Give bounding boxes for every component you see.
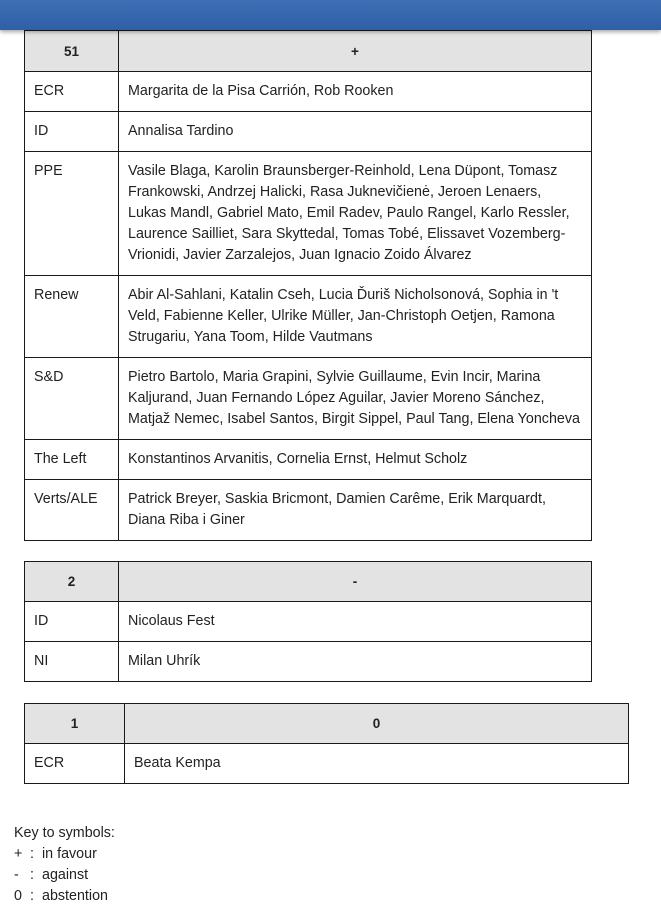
political-group: The Left — [25, 440, 119, 480]
political-group: S&D — [25, 358, 119, 440]
vote-count: 2 — [25, 562, 119, 602]
political-group: ECR — [25, 72, 119, 112]
table-row — [25, 152, 592, 276]
table-row — [25, 744, 629, 784]
key-meaning: against — [42, 867, 89, 883]
symbol-key — [14, 823, 115, 907]
table-row — [25, 276, 592, 358]
member-list: Vasile Blaga, Karolin Braunsberger-Reinhold, Lena Düpont, Tomasz Frankowski, Andrzej Halicki, Rasa Juknevičienė, Jeroen Lenaers, Lukas Mandl, Gabriel Mato, Emil Radev, Paulo Rangel, Karlo Ressler, Laurence Sailliet, Sara Skyttedal, Tomas Tobé, Elissavet Vozemberg-Vrionidi, Javier Zarzalejos, Juan Ignacio Zoido Álvarez — [119, 152, 592, 276]
political-group: Renew — [25, 276, 119, 358]
table-row — [25, 358, 592, 440]
table-header-row — [25, 562, 592, 602]
member-list: Konstantinos Arvanitis, Cornelia Ernst, Helmut Scholz — [119, 440, 592, 480]
member-list: Abir Al-Sahlani, Katalin Cseh, Lucia Ďuriš Nicholsonová, Sophia in 't Veld, Fabienne Keller, Ulrike Müller, Jan-Christoph Oetjen, Ramona Strugariu, Yana Toom, Hilde Vautmans — [119, 276, 592, 358]
member-list: Milan Uhrík — [119, 642, 592, 682]
vote-table-in-favour — [24, 30, 592, 541]
vote-count: 51 — [25, 31, 119, 72]
political-group: PPE — [25, 152, 119, 276]
table-header-row — [25, 31, 592, 72]
table-row — [25, 112, 592, 152]
political-group: ID — [25, 112, 119, 152]
vote-symbol: - — [119, 562, 592, 602]
political-group: NI — [25, 642, 119, 682]
key-symbol: 0 — [14, 888, 22, 904]
table-row — [25, 602, 592, 642]
member-list: Patrick Breyer, Saskia Bricmont, Damien Carême, Erik Marquardt, Diana Riba i Giner — [119, 480, 592, 541]
political-group: ECR — [25, 744, 125, 784]
table-row — [25, 440, 592, 480]
table-row — [25, 642, 592, 682]
key-meaning: in favour — [42, 846, 97, 862]
political-group: ID — [25, 602, 119, 642]
key-title: Key to symbols: — [14, 825, 115, 841]
table-row — [25, 480, 592, 541]
top-header-bar — [0, 0, 661, 30]
key-item-against — [14, 865, 115, 886]
vote-symbol: 0 — [125, 704, 629, 744]
key-item-abstention — [14, 886, 115, 907]
key-colon: : — [30, 867, 34, 883]
key-meaning: abstention — [42, 888, 108, 904]
member-list: Nicolaus Fest — [119, 602, 592, 642]
table-header-row — [25, 704, 629, 744]
key-symbol: + — [14, 846, 23, 862]
member-list: Beata Kempa — [125, 744, 629, 784]
political-group: Verts/ALE — [25, 480, 119, 541]
key-symbol: - — [14, 867, 19, 883]
member-list: Annalisa Tardino — [119, 112, 592, 152]
key-colon: : — [30, 846, 34, 862]
vote-table-abstention — [24, 703, 629, 784]
member-list: Margarita de la Pisa Carrión, Rob Rooken — [119, 72, 592, 112]
key-item-in-favour — [14, 844, 115, 865]
vote-count: 1 — [25, 704, 125, 744]
vote-symbol: + — [119, 31, 592, 72]
member-list: Pietro Bartolo, Maria Grapini, Sylvie Guillaume, Evin Incir, Marina Kaljurand, Juan Fernando López Aguilar, Javier Moreno Sánchez, Matjaž Nemec, Isabel Santos, Birgit Sippel, Paul Tang, Elena Yoncheva — [119, 358, 592, 440]
key-colon: : — [30, 888, 34, 904]
table-row — [25, 72, 592, 112]
vote-table-against — [24, 561, 592, 682]
